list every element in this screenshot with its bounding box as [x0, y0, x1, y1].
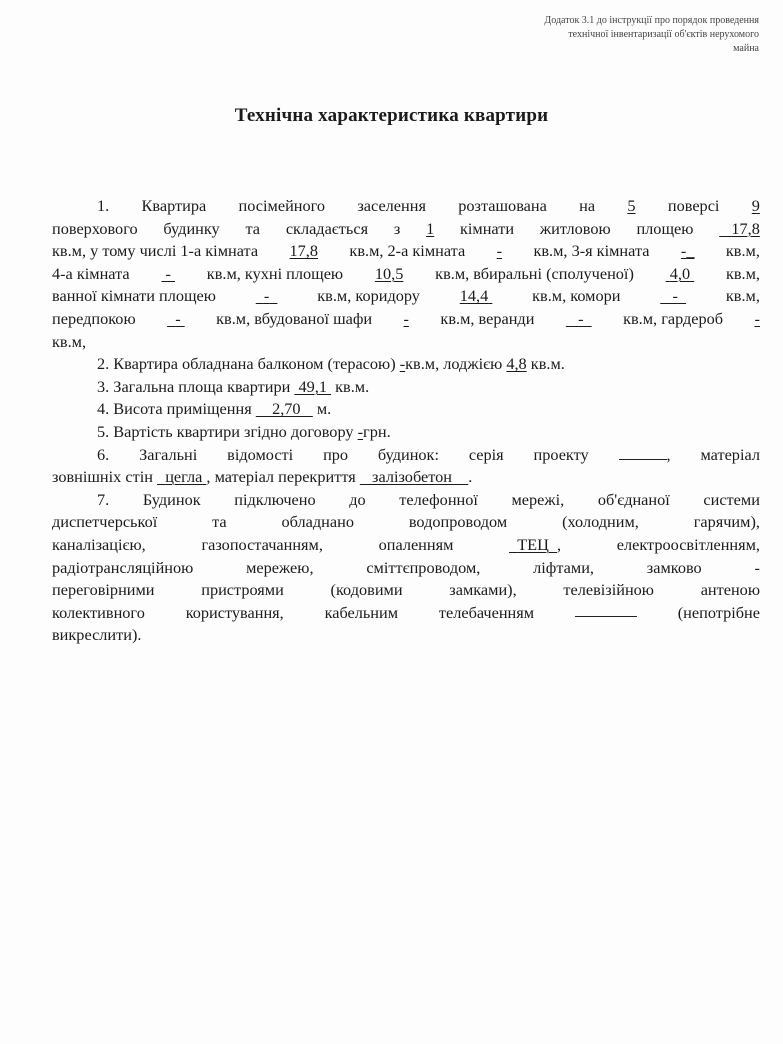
p7-line-7: викреслити). [52, 625, 142, 645]
p7-text: телебаченням [438, 602, 535, 622]
paragraph-7 [52, 489, 760, 647]
p7-text: електроосвітленням, [616, 534, 760, 554]
room-height-text: 2,70 [272, 399, 301, 419]
loggia-value: 4,8 [506, 354, 527, 374]
balcony-value: - [399, 354, 406, 374]
walls-material-value [157, 467, 206, 486]
p1-text: кв.м, [725, 263, 760, 283]
p1-text: ванної кімнати площею [52, 286, 216, 306]
p1-text: кв.м, кухні площею [206, 263, 344, 283]
storeroom-text: - [672, 286, 678, 306]
p1-text: 1. [97, 196, 110, 215]
p7-text: замками), [449, 580, 517, 600]
p7-text: кабельним [324, 602, 399, 622]
p7-text: замково [646, 557, 702, 577]
kitchen-value: 10,5 [374, 263, 404, 283]
corridor-value [460, 285, 493, 308]
p7-text: гарячим), [693, 512, 760, 532]
p1-text: поверсі [667, 196, 720, 215]
p7-line-5 [52, 579, 760, 602]
p1-text: кімнати [459, 218, 515, 238]
p1-text: посімейного [238, 196, 326, 215]
p7-line-1 [52, 489, 760, 512]
paragraph-2 [52, 353, 760, 376]
p7-text: об'єднаної [597, 489, 670, 509]
p7-text: газопостачанням, [201, 534, 323, 554]
p7-text: - [754, 557, 760, 577]
p7-text: (холодним, [562, 512, 639, 532]
p1-text: з [393, 218, 401, 238]
p5-text: грн. [363, 421, 391, 441]
p7-text: телефонної [399, 489, 478, 509]
document-body [52, 195, 760, 647]
p1-line-1 [52, 195, 760, 218]
p7-text: (непотрібне [677, 602, 760, 622]
p2-text: кв.м. [530, 354, 565, 374]
storeroom-value [660, 285, 686, 308]
total-area-text: 49,1 [298, 376, 327, 396]
ceiling-material-text: залізобетон [372, 467, 452, 487]
paragraph-6 [52, 444, 760, 489]
room4-value [161, 263, 175, 286]
p1-text: та [245, 218, 261, 238]
p7-text: мережі, [511, 489, 565, 509]
cable-tv-blank [575, 602, 637, 617]
p7-text: до [349, 489, 366, 509]
p1-text: кв.м, [725, 286, 760, 306]
p7-text: Будинок [142, 489, 201, 509]
room2-value: - [496, 241, 503, 261]
project-series-field [619, 444, 671, 467]
hallway-text: - [175, 308, 181, 328]
p3-text: 3. Загальна площа квартири [97, 376, 291, 396]
p1-text: кв.м, вбудованої шафи [216, 308, 373, 328]
bathroom-value [256, 285, 278, 308]
p2-text: 2. Квартира обладнана балконом (терасою) [97, 354, 396, 374]
walls-material-text: цегла [165, 467, 203, 487]
p1-text: кв.м, [725, 241, 760, 261]
hallway-value [167, 308, 185, 331]
p1-text: житловою [539, 218, 611, 238]
corridor-text: 14,4 [459, 286, 489, 306]
living-area-value [719, 218, 760, 241]
p1-text: кв.м, 2-а кімната [349, 241, 466, 261]
p1-text: складається [285, 218, 369, 238]
dressing-room-value: - [754, 308, 760, 328]
veranda-text: - [578, 308, 584, 328]
p7-text: колективного [52, 602, 145, 622]
p1-text: кв.м, комори [532, 286, 621, 306]
appendix-note-line-3: майна [733, 43, 759, 54]
p6-text: зовнішніх стін [52, 467, 153, 487]
p7-text: та [212, 512, 227, 532]
p7-text: переговірними [52, 580, 155, 600]
p1-line-6 [52, 308, 760, 331]
ceiling-material-value [360, 467, 468, 486]
p7-line-2 [52, 511, 760, 534]
p6-text: відомості [227, 444, 294, 464]
cost-value: - [357, 421, 364, 441]
p1-text: поверхового [52, 218, 138, 238]
p1-text: заселення [357, 196, 426, 215]
p7-text: водопроводом [408, 512, 508, 532]
floor-value: 5 [627, 196, 636, 215]
p6-line-1 [52, 444, 760, 467]
appendix-note-line-2: технічної інвентаризації об'єктів нерухомого [568, 29, 759, 40]
p1-text: Квартира [141, 196, 207, 215]
heating-value [509, 535, 557, 554]
room3-value: -_ [680, 241, 695, 261]
p5-text: 5. Вартість квартири згідно договору [97, 421, 354, 441]
toilet-value [666, 263, 695, 286]
p7-text: радіотрансляційною [52, 557, 194, 577]
heating-field [509, 534, 561, 557]
p1-line-4 [52, 263, 760, 286]
p1-text: площею [636, 218, 694, 238]
p6-text: Загальні [139, 444, 198, 464]
total-area-value [294, 377, 331, 396]
p7-line-6 [52, 602, 760, 625]
p1-text: кв.м, у тому числі 1-а кімната [52, 241, 259, 261]
p1-line-2 [52, 218, 760, 241]
p2-text: кв.м, лоджією [405, 354, 503, 374]
p7-text: антеною [700, 580, 760, 600]
p7-text: телевізійною [563, 580, 654, 600]
p7-line-4 [52, 557, 760, 580]
p1-text: будинку [163, 218, 220, 238]
p7-text: (кодовими [330, 580, 403, 600]
p1-line-7: кв.м, [52, 331, 87, 351]
p1-text: 4-а кімната [52, 263, 130, 283]
room1-value: 17,8 [289, 241, 318, 261]
p6-text: , матеріал перекриття [206, 467, 356, 487]
p7-line-3 [52, 534, 760, 557]
p7-text: каналізацією, [52, 534, 146, 554]
p1-text: кв.м, вбиральні (сполученої) [435, 263, 634, 283]
p1-line-5 [52, 285, 760, 308]
p6-text: 6. [97, 444, 110, 464]
room4-text: - [165, 263, 171, 283]
wardrobe-value: - [403, 308, 409, 328]
p7-text: обладнано [281, 512, 354, 532]
living-area-text: 17,8 [731, 218, 760, 238]
p3-text: кв.м. [335, 376, 370, 396]
room-height-value [256, 399, 313, 418]
paragraph-3 [52, 376, 760, 399]
floors-total-value: 9 [751, 196, 760, 215]
p7-text: 7. [97, 489, 110, 509]
p6-text: серія [468, 444, 504, 464]
p6-text: будинок: [377, 444, 439, 464]
p1-text: передпокою [52, 308, 136, 328]
paragraph-1 [52, 195, 760, 353]
p6-text: про [323, 444, 349, 464]
p6-text: матеріал [700, 444, 760, 464]
p7-text: сміттєпроводом, [366, 557, 481, 577]
p6-text: проекту [533, 444, 589, 464]
p7-text: пристроями [201, 580, 284, 600]
p7-text: диспетчерської [52, 512, 158, 532]
appendix-note-line-1: Додаток 3.1 до інструкції про порядок проведення [544, 15, 759, 26]
p6-text: . [468, 467, 473, 487]
p1-line-3 [52, 240, 760, 263]
p7-text: підключено [234, 489, 316, 509]
project-series-blank [619, 445, 667, 460]
toilet-text: 4,0 [669, 263, 691, 283]
p1-text: кв.м, коридору [317, 286, 420, 306]
p7-text: опаленням [378, 534, 454, 554]
p7-text: мережею, [246, 557, 314, 577]
p1-text: кв.м, 3-я кімната [533, 241, 650, 261]
p7-text: ліфтами, [533, 557, 594, 577]
p4-text: м. [316, 399, 332, 419]
p7-text: користування, [185, 602, 284, 622]
document-title: Технічна характеристика квартири [234, 105, 549, 126]
p1-text: кв.м, веранди [440, 308, 535, 328]
p6-line-2 [52, 466, 760, 489]
p1-text: розташована [458, 196, 547, 215]
rooms-value: 1 [426, 218, 435, 238]
p7-text: системи [703, 489, 760, 509]
p6-text: , [666, 444, 671, 464]
room3-text: - [680, 241, 687, 261]
p7-text: , [557, 534, 562, 554]
p1-text: кв.м, гардероб [623, 308, 724, 328]
paragraph-4 [52, 398, 760, 421]
p4-text: 4. Висота приміщення [97, 399, 252, 419]
bathroom-text: - [263, 286, 270, 306]
appendix-note [459, 14, 759, 56]
p1-text: на [579, 196, 596, 215]
heating-text: ТЕЦ [517, 534, 549, 554]
paragraph-5 [52, 421, 760, 444]
veranda-value [566, 308, 592, 331]
